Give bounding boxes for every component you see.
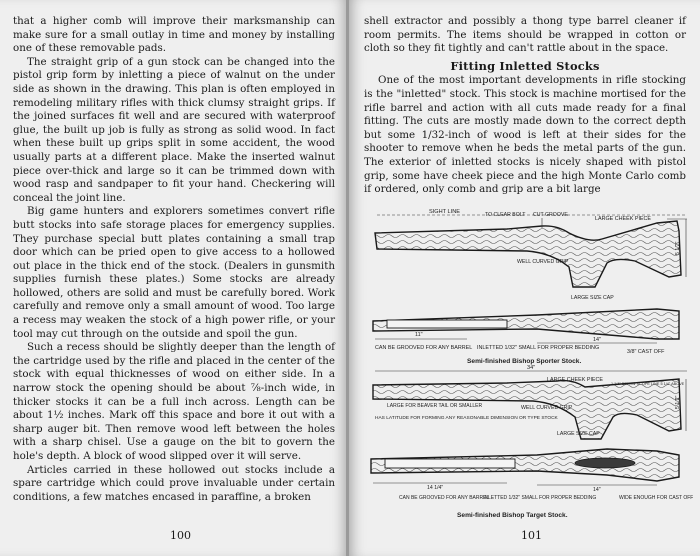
inletted-label: INLETTED 1/32" SMALL FOR PROPER BEDDING xyxy=(483,495,597,501)
cheek-piece-label: LARGE CHEEK PIECE xyxy=(595,216,652,222)
beaver-label: LARGE FOR BEAVER TAIL OR SMALLER xyxy=(387,403,483,409)
paragraph: Big game hunters and explorers sometimes convert rifle butt stocks into safe storage places for emergency supplies. They purchase special butt plates containing a small trap door which can be pried open to give access to a hollowed out place in the thick end of the stock. (Dealers in gunsmith supplies furnish these plates.) Some stocks are already hollowed, others are solid and must be carefully bored. Work carefully and remove only a small amount of wood. Too large a recess may weaken the stock of a high power rifle, or your tool may cut through on the outside and spoil the gun. xyxy=(13,205,335,340)
stock-drawings xyxy=(357,203,693,529)
dimension-label: 11" xyxy=(415,332,423,338)
paragraph: shell extractor and possibly a thong type barrel cleaner if room permits. The items should be wrapped in cotton or cloth so they fit tightly and can't rattle about in the space. xyxy=(364,15,686,55)
cheek-piece-label: LARGE CHEEK PIECE xyxy=(547,377,604,383)
page-number: 101 xyxy=(521,529,542,542)
figure-caption: Semi-finished Bishop Sporter Stock. xyxy=(467,358,582,365)
sporter-side-view xyxy=(375,215,687,287)
paragraph: that a higher comb will improve their marksmanship can make sure for a small outlay in time and money by installing one of these removable pads. xyxy=(13,15,335,55)
dimension-label: 14 1/4" xyxy=(427,485,444,491)
dimension-label: 5 1/2" xyxy=(675,241,681,255)
size-cap-label: LARGE SIZE CAP xyxy=(571,295,614,301)
cut-groove-label: CUT GROOVE xyxy=(533,212,568,218)
dimension-label: 5 1/2" xyxy=(675,395,681,409)
dimension-label: 34" xyxy=(527,365,536,371)
clear-bolt-label: TO CLEAR BOLT xyxy=(485,212,526,218)
right-page xyxy=(349,0,700,556)
elbow-label: 1 1/4" BELOW SCOPE LINE 5 1/4" ABOVE xyxy=(611,382,685,386)
grooved-label: CAN BE GROOVED FOR ANY BARREL xyxy=(399,495,490,501)
inletted-label: INLETTED 1/32" SMALL FOR PROPER BEDDING xyxy=(477,345,600,351)
target-top-view xyxy=(371,449,679,485)
stock-illustration xyxy=(357,203,693,529)
left-page xyxy=(0,0,347,556)
figure-caption: Semi-finished Bishop Target Stock. xyxy=(457,512,568,519)
curved-grip-label: WELL CURVED GRIP xyxy=(517,259,569,265)
cast-off-label: 3/8" CAST OFF xyxy=(627,349,665,355)
size-cap-label: LARGE SIZE CAP xyxy=(557,431,600,437)
wide-enough-label: WIDE ENOUGH FOR CAST OFF xyxy=(619,495,693,501)
left-text-column xyxy=(13,15,335,504)
sight-line-label: SIGHT LINE xyxy=(429,209,460,215)
grooved-label: CAN BE GROOVED FOR ANY BARREL xyxy=(375,345,473,351)
paragraph: The straight grip of a gun stock can be changed into the pistol grip form by inletting a piece of walnut on the under side as shown in the drawing. This plan is often employed in remodeling military rifles with thick clumsy straight grips. If the joined surfaces fit well and are secured with waterproof glue, the built up job is fully as strong as solid wood. In fact when these built up grips split in some accident, the wood usually parts at a different place. Make the inserted walnut piece over-thick and large so it can be trimmed down with wood rasp and sandpaper to fit your hand. Checkering will conceal the joint line. xyxy=(13,55,335,204)
paragraph: One of the most important developments in rifle stocking is the "inletted" stock. This stock is machine mortised for the rifle barrel and action with all cuts made ready for a final fitting. The cuts are mostly made down to the correct depth but some 1/32-inch of wood is left at their sides for the shooter to remove when he beds the metal parts of the gun. The exterior of inletted stocks is nicely shaped with pistol grip, some have cheek piece and the high Monte Carlo comb if ordered, only comb and grip are a bit large xyxy=(364,74,686,196)
dimension-label: 14" xyxy=(593,337,601,343)
latitude-label: HAS LATITUDE FOR FORMING ANY REASONABLE DIMENSION OR TYPE STOCK xyxy=(375,416,558,421)
paragraph: Such a recess should be slightly deeper than the length of the cartridge used by the rifle and placed in the center of the stock with equal thicknesses of wood on either side. In a narrow stock the opening should be about ⅞-inch wide, in thicker stocks it can be a full inch across. Length can be about 1½ inches. Mark off this space and bore it out with a sharp auger bit. Then remove wood left between the holes with a sharp chisel. Use a gauge on the bit to govern the hole's depth. A block of wood slipped over it will serve. xyxy=(13,341,335,462)
paragraph: Articles carried in these hollowed out stocks include a spare cartridge which could prove invaluable under certain conditions, a few matches encased in paraffine, a broken xyxy=(13,463,335,503)
right-text-column xyxy=(364,15,686,197)
curved-grip-label: WELL CURVED GRIP xyxy=(521,405,573,411)
page-number: 100 xyxy=(170,529,191,542)
section-heading: Fitting Inletted Stocks xyxy=(450,58,600,73)
dimension-label: 14" xyxy=(593,487,601,493)
